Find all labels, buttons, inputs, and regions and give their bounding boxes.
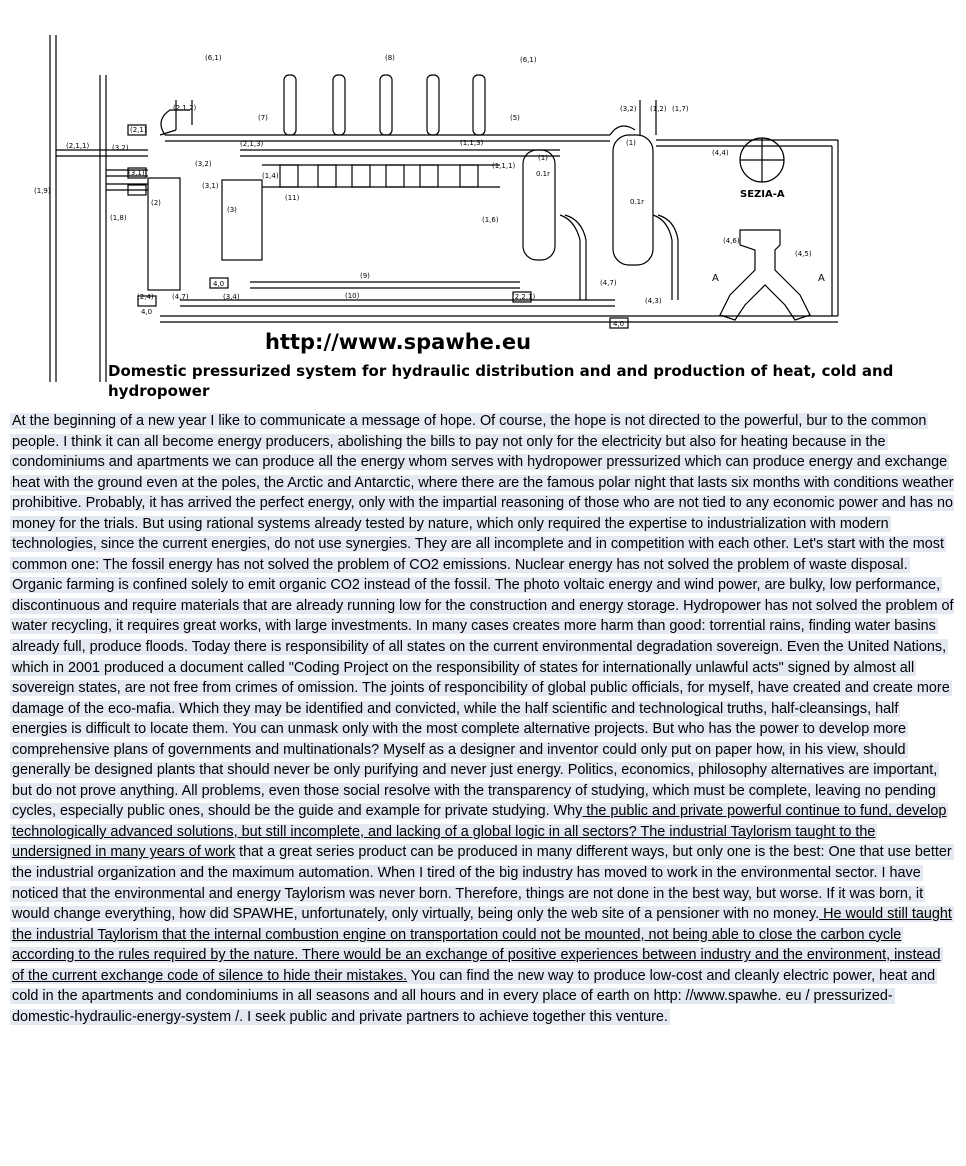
label-3-2b: (3,2) — [195, 160, 212, 168]
article-text — [10, 413, 954, 1025]
article-body — [10, 410, 954, 1144]
label-a-right: A — [818, 273, 825, 284]
label-4-4: (4,4) — [712, 149, 729, 157]
label-1-6: (1,6) — [482, 216, 499, 224]
label-a-left: A — [712, 273, 719, 284]
label-4-7a: (4,7) — [172, 293, 189, 301]
label-5: (5) — [510, 114, 520, 122]
label-2-1-1: (2,1,1) — [66, 142, 90, 150]
article-part-3: that a great series product can be produced in many different ways, but only one is the best: One that use better the industrial organization and the maximum automation. — [12, 844, 952, 882]
label-2: (2) — [151, 199, 161, 207]
diagram-caption: Domestic pressurized system for hydraulic distribution and and production of heat, cold and hydropower — [108, 362, 894, 400]
article-part-6: You can find the new way to produce low-cost and cleanly electric power, heat and cold in the apartments and condominiums in all seasons and all hours and in every place of earth on http: //www.spawhe. eu / pressurized-domestic-hydraulic-energy-system /. I seek public and private partners to achieve together this venture. — [12, 967, 936, 1025]
article-part-4: When I tired of the big industry has moved to work in the environmental sector. I have noticed that the environmental and energy Taylorism was never born. Therefore, things are not done in the best way, but worse. If it was born, it would change everything, how did SPAWHE, unfortunately, only virtually, being only the web site of a pensioner with no money. — [12, 865, 924, 923]
label-4-5: (4,5) — [795, 250, 812, 258]
label-4-3: (4,3) — [645, 297, 662, 305]
label-10: (10) — [345, 292, 360, 300]
label-11: (11) — [285, 194, 300, 202]
article-part-1: At the beginning of a new year I like to communicate a message of hope. Of course, the hope is not directed to the powerful, bur to the common people. I think it can all become energy producers, abolishing the bills to pay not only for the electricity but also for heating because in the condominiums and apartments we can produce all the energy whom serves with hydropower pressurized which can produce energy and exchange heat with the ground even at the poles, the Arctic and Antarctic, where there are the famous polar night that lasts six months with conditions weather prohibitive. Probably, it has arrived the perfect energy, only with the impartial reasoning of those who are not tied to any economic power and has no money for the trials. But using rational systems already tested by nature, which only required the expertise to industrialization with modern technologies, since the current energies, do not use synergies. They are all incomplete and in competition with each other. Let's start with the most common one: The fossil energy has not solved the problem of CO2 emissions. Nuclear energy has not solved the problem of waste disposal. Organic farming is confined solely to emit organic CO2 instead of the fossil. The photo voltaic energy and wind power, are bulky, low performance, discontinuous and require materials that are already running low for the construction and energy storage. Hydropower has not solved the problem of water recycling, it requires great works, with large investments. In many cases creates more harm than good: torrential rains, finding water basins already full, produce floods. Today there is responsibility of all states on the current environmental degradation sovereign. Even the United Nations, which in 2001 produced a document called "Coding Project on the responsibility of states for internationally unlawful acts" signed by almost all sovereign states, are not free from crimes of omission. The joints of responcibility of global public officials, for myself, have created and create more damage of the eco-mafia. Which they may be identified and convicted, while the half scientific and technological truths, half-cleansings, half energies is difficult to locate them. You can unmask only with the most complete alternative projects. But who has the power to develop more comprehensive plans of governments and multinationals? Myself as a designer and inventor could only put on paper how, in his view, should generally be designed plants that should never be only purifying and never just energy. Politics, economics, philosophy alternatives are important, but do not prove anything. All problems, even those social resolve with the transparency of studying, which must be complete, leaving no pending cycles, especially public ones, should be the guide and example for private studying. Why — [12, 413, 954, 820]
label-4-0c: 4,0 — [613, 320, 625, 328]
label-1-1-1: (1,1,1) — [492, 162, 516, 170]
label-2-1-3: (2,1,3) — [240, 140, 264, 148]
label-0-1r-b: 0.1r — [630, 198, 645, 206]
website-url: http://www.spawhe.eu — [265, 330, 532, 354]
label-1-7: (1,7) — [672, 105, 689, 113]
label-6-1-right: (6,1) — [520, 56, 537, 64]
label-1-4a: (1,4) — [262, 172, 279, 180]
label-9: (9) — [360, 272, 370, 280]
label-2-1-2: (2,1,2) — [173, 104, 197, 112]
label-3-4: (3,4) — [223, 293, 240, 301]
label-2-2-1: (2,2,1) — [512, 293, 536, 301]
label-2-1: (2,1) — [130, 126, 147, 134]
label-1-8: (1,8) — [110, 214, 127, 222]
label-3: (3) — [227, 206, 237, 214]
label-4-7b: (4,7) — [600, 279, 617, 287]
label-7: (7) — [258, 114, 268, 122]
label-1-1-3: (1,1,3) — [460, 139, 484, 147]
label-2-4: (2,4) — [137, 293, 154, 301]
label-0-1r-a: 0.1r — [536, 170, 551, 178]
label-1-b: (1) — [626, 139, 636, 147]
label-6-1-left: (6,1) — [205, 54, 222, 62]
label-3-2a: (3,2) — [112, 144, 129, 152]
article-part-2-underlined: the public and private powerful continue to fund, develop technologically advanced solutions, but still incomplete, and lacking of a global logic in all sectors? The industrial Taylorism taught to the undersigned in many years of work — [12, 803, 947, 861]
label-1-9: (1,9) — [34, 187, 51, 195]
section-title: SEZIA-A — [740, 189, 785, 200]
label-3-1a: (3,1) — [128, 169, 145, 177]
label-4-0b: 4,0 — [141, 308, 153, 316]
article-part-5-underlined: He would still taught the industrial Taylorism that the internal combustion engine on transportation could not be mounted, not being able to close the carbon cycle according to the rules required by the nature. There would be an exchange of positive experiences between industry and the environment, instead of the current exchange code of silence to hide their mistakes. — [12, 906, 952, 984]
label-3-2-top: (3,2) — [620, 105, 637, 113]
label-4-0a: 4,0 — [213, 280, 225, 288]
label-1-2: (1,2) — [650, 105, 667, 113]
label-8: (8) — [385, 54, 395, 62]
label-4-6: (4,6) — [723, 237, 740, 245]
label-3-1b: (3,1) — [202, 182, 219, 190]
label-1-a: (1) — [538, 154, 548, 162]
